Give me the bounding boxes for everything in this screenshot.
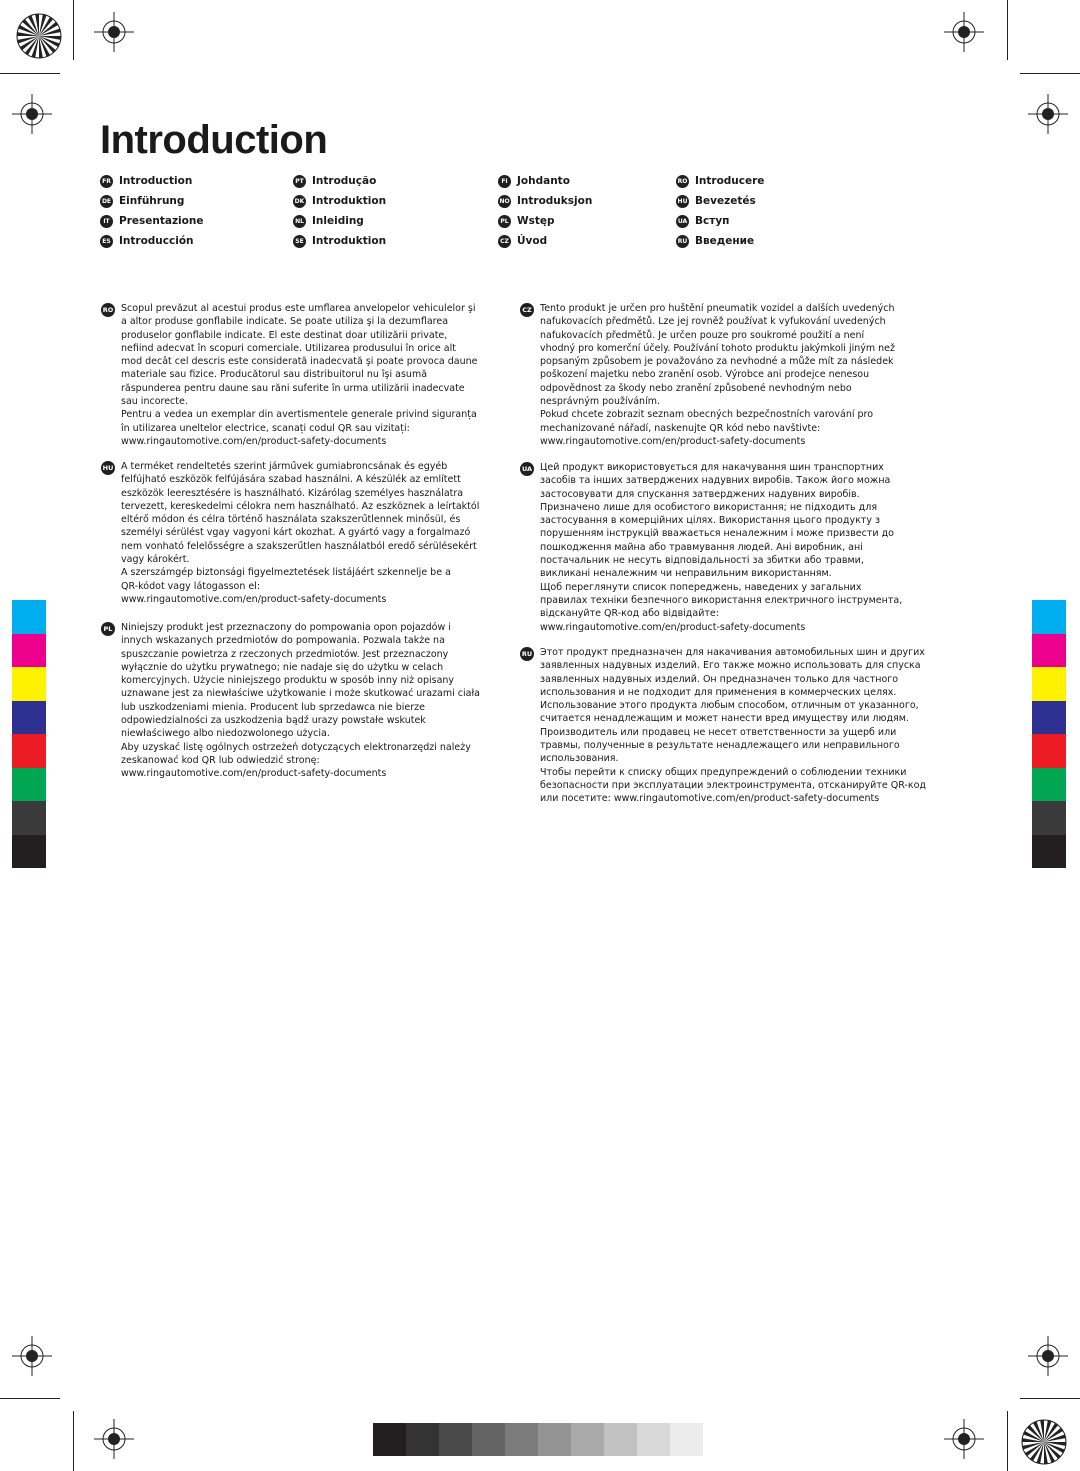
language-label-de: Einführung <box>119 195 185 207</box>
text-line: nafukovacích předmětů. Lze jej rovněž používat k vyfukování uvedených <box>540 316 886 328</box>
language-item-se <box>293 231 386 251</box>
text-line: személyi sérülést vgay vagyoni kárt okozhat. A gyártó vagy a forgalmazó <box>121 527 471 539</box>
text-line: răspunderea pentru daune sau răni suferite în urma utilizării inadecvate <box>121 382 465 394</box>
language-badge-nl: NL <box>293 215 306 228</box>
language-item-nl <box>293 211 364 231</box>
language-badge-no: NO <box>498 195 511 208</box>
section-ua <box>520 461 902 634</box>
text-line: заявленных надувных изделий. Его также можно использовать для спуска <box>540 660 921 672</box>
language-label-ro: Introducere <box>695 175 765 187</box>
text-line: nem vonható felelősségre a szakszerűtlen használatból eredő sérülésekért <box>121 540 477 552</box>
language-item-fr <box>100 171 192 191</box>
language-item-ru <box>676 231 754 251</box>
language-item-no <box>498 191 592 211</box>
language-list <box>100 171 820 261</box>
gray-swatch <box>406 1423 439 1456</box>
section-badge-ro: RO <box>101 303 115 317</box>
text-line: innych wskazanych przedmiotów do pompowania. Pozwala także na <box>121 635 445 647</box>
registration-mark-icon <box>944 12 984 52</box>
text-line: produselor gonflabile indicate. El este destinat doar utilizării private, <box>121 329 448 341</box>
text-line: Pentru a vedea un exemplar din avertismentele generale privind siguranța <box>121 409 477 421</box>
registration-mark-icon <box>12 1336 52 1376</box>
language-badge-es: ES <box>100 235 113 248</box>
language-badge-fr: FR <box>100 175 113 188</box>
text-line: застосовувати для спускання затверджених надувних виробів. <box>540 488 860 500</box>
text-line: засобів та інших затверджених надувних виробів. Також його можна <box>540 475 891 487</box>
crop-mark <box>1007 0 1008 60</box>
language-item-hu <box>676 191 756 211</box>
registration-mark-icon <box>1028 1336 1068 1376</box>
crop-mark <box>73 0 74 60</box>
safety-link[interactable]: www.ringautomotive.com/en/product-safety-documents <box>121 435 387 447</box>
language-item-de <box>100 191 184 211</box>
text-line: відскануйте QR-код або відвідайте: <box>540 608 719 620</box>
text-line: Niniejszy produkt jest przeznaczony do pompowania opon pojazdów i <box>121 622 451 633</box>
text-line: Aby uzyskać listę ogólnych ostrzeżeń dotyczących elektronarzędzi należy <box>121 741 471 753</box>
language-label-hu: Bevezetés <box>695 195 756 207</box>
text-line: Цей продукт використовується для накачування шин транспортних <box>540 462 884 473</box>
language-item-ua <box>676 211 729 231</box>
section-badge-cz: CZ <box>520 303 534 317</box>
starburst-wedge <box>1027 1425 1044 1442</box>
text-line: spuszczanie powietrza z rzeczonych przedmiotów. Jest przeznaczony <box>121 648 449 660</box>
registration-mark-icon <box>94 12 134 52</box>
gray-swatch <box>604 1423 637 1456</box>
color-bar-right <box>1032 600 1066 868</box>
language-label-fi: Johdanto <box>517 175 570 187</box>
language-badge-fi: FI <box>498 175 511 188</box>
section-cz <box>520 302 895 448</box>
registration-mark-icon <box>1028 94 1068 134</box>
starburst-icon <box>15 12 63 60</box>
color-swatch <box>1032 801 1066 835</box>
text-line: în utilizarea uneltelor electrice, scanați codul QR sau vizitați: <box>121 422 410 434</box>
text-line: komercyjnych. Użycie niniejszego produktu w sposób inny niż opisany <box>121 675 455 687</box>
crop-mark <box>1007 1411 1008 1471</box>
language-badge-hu: HU <box>676 195 689 208</box>
text-line: nafukovacích předmětů. Je určen pouze pro soukromé použití a není <box>540 329 865 341</box>
text-line: A terméket rendeltetés szerint járművek gumiabroncsának és egyéb <box>121 461 448 472</box>
text-line: использования. <box>540 753 619 765</box>
text-line: eszközök leeresztésére is használható. Kizárólag személyes használatra <box>121 487 464 499</box>
color-swatch <box>12 734 46 768</box>
language-label-se: Introduktion <box>312 235 387 247</box>
color-swatch <box>1032 701 1066 735</box>
color-bar-left <box>12 600 46 868</box>
language-badge-it: IT <box>100 215 113 228</box>
text-line: lub uszkodzeniami mienia. Producent lub sprzedawca nie bierze <box>121 701 426 713</box>
text-line: считается ненадлежащим и может нанести вред имуществу или людям. <box>540 713 909 725</box>
text-line: felfújható eszközök felfújására szabad használni. A készülék az említett <box>121 474 461 486</box>
language-badge-pt: PT <box>293 175 306 188</box>
color-swatch <box>1032 734 1066 768</box>
gray-swatch <box>637 1423 670 1456</box>
language-item-fi <box>498 171 570 191</box>
language-label-no: Introduksjon <box>517 195 593 207</box>
color-swatch <box>12 801 46 835</box>
registration-mark-icon <box>12 94 52 134</box>
section-text-cz <box>540 302 895 448</box>
section-hu <box>101 460 479 606</box>
language-item-it <box>100 211 203 231</box>
section-text-hu <box>121 460 479 606</box>
color-swatch <box>12 634 46 668</box>
text-line: materiale sau fizice. Producătorul sau distribuitorul nu îşi asumă <box>121 369 428 381</box>
language-label-cz: Úvod <box>517 235 548 247</box>
text-line: odpovědnost za škody nebo zranění způsobené nevhodným nebo <box>540 382 852 394</box>
safety-link[interactable]: www.ringautomotive.com/en/product-safety-documents <box>121 768 387 780</box>
section-ro <box>101 302 478 448</box>
language-label-dk: Introduktion <box>312 195 387 207</box>
section-text-pl <box>121 621 480 781</box>
text-line: sau incorecte. <box>121 396 188 408</box>
starburst-wedge <box>1044 1442 1061 1459</box>
section-text-ro <box>121 302 478 448</box>
text-line: застосування в комерційних цілях. Використання цього продукту з <box>540 515 881 527</box>
text-line: poškození majetku nebo zranění osob. Výrobce ani prodejce nenesou <box>540 369 870 381</box>
color-swatch <box>12 667 46 701</box>
color-swatch <box>12 701 46 735</box>
language-label-pl: Wstęp <box>517 215 555 227</box>
color-swatch <box>12 768 46 802</box>
section-badge-pl: PL <box>101 622 115 636</box>
text-line: Призначено лише для особистого використання; не підходить для <box>540 501 878 513</box>
color-swatch <box>1032 600 1066 634</box>
text-line: mod decât cel descris este considerată inadecvată şi poate provoca daune <box>121 356 478 368</box>
starburst-wedge <box>39 36 56 53</box>
language-label-it: Presentazione <box>119 215 204 227</box>
language-badge-de: DE <box>100 195 113 208</box>
gray-swatch <box>670 1423 703 1456</box>
language-label-ua: Вступ <box>695 215 730 227</box>
text-line: zeskanować kod QR lub odwiedzić stronę: <box>121 754 320 766</box>
section-text-ua <box>540 461 902 634</box>
text-line: порушенням інструкцій вважається неналежним і може призвести до <box>540 528 894 540</box>
text-line: popsaným způsobem je považováno za nevhodné a může mít za následek <box>540 356 894 368</box>
text-line: mechanizované nářadí, naskenujte QR kód nebo navštivte: <box>540 422 821 434</box>
text-line: постачальник не несуть відповідальності за збитки або травми, <box>540 555 864 567</box>
gray-swatch <box>505 1423 538 1456</box>
language-label-ru: Введение <box>695 235 755 247</box>
registration-mark-icon <box>944 1419 984 1459</box>
registration-mark-icon <box>94 1419 134 1459</box>
safety-link[interactable]: www.ringautomotive.com/en/product-safety-documents <box>121 593 387 605</box>
section-pl <box>101 621 480 781</box>
grayscale-bar <box>373 1423 703 1456</box>
text-line: пошкодження майна або травмування людей. Ані виробник, ані <box>540 541 863 553</box>
language-item-pl <box>498 211 555 231</box>
starburst-wedge <box>22 19 39 36</box>
text-line: использования и не подходит для применения в коммерческих целях. <box>540 686 897 698</box>
language-badge-ua: UA <box>676 215 689 228</box>
section-ru <box>520 646 926 806</box>
text-line: безопасности при эксплуатации электроинструмента, отсканируйте QR-код <box>540 779 926 791</box>
text-line: vhodný pro komerční účely. Používání tohoto produktu jakýmkoli jiným než <box>540 342 895 354</box>
gray-swatch <box>571 1423 604 1456</box>
language-item-ro <box>676 171 764 191</box>
section-badge-ru: RU <box>520 647 534 661</box>
section-text-ru <box>540 646 926 806</box>
section-badge-hu: HU <box>101 461 115 475</box>
text-line: правилах техніки безпечного використання електричного інструмента, <box>540 594 903 606</box>
text-line: nesprávným používáním. <box>540 396 660 408</box>
crop-mark <box>0 1398 60 1399</box>
page-title: Introduction <box>100 118 328 162</box>
language-label-fr: Introduction <box>119 175 193 187</box>
text-line: uznawane jest za niewłaściwe użytkowanie i może skutkować urazami ciała <box>121 688 480 700</box>
language-badge-ru: RU <box>676 235 689 248</box>
crop-mark <box>1020 1398 1080 1399</box>
language-badge-pl: PL <box>498 215 511 228</box>
safety-link[interactable]: www.ringautomotive.com/en/product-safety-documents <box>540 435 806 447</box>
color-swatch <box>12 835 46 869</box>
text-line: vagy károkért. <box>121 554 190 566</box>
language-item-pt <box>293 171 376 191</box>
gray-swatch <box>373 1423 406 1456</box>
text-line: a altor produse gonflabile indicate. Se poate utiliza şi la dezumflarea <box>121 316 449 328</box>
section-badge-ua: UA <box>520 462 534 476</box>
starburst-icon <box>1020 1418 1068 1466</box>
crop-mark <box>0 73 60 74</box>
language-item-es <box>100 231 194 251</box>
language-label-nl: Inleiding <box>312 215 364 227</box>
text-line: Tento produkt je určen pro huštění pneumatik vozidel a dalších uvedených <box>540 303 895 314</box>
text-line: A szerszámgép biztonsági figyelmeztetések listájáért szkennelje be a <box>121 567 451 579</box>
safety-link[interactable]: или посетите: www.ringautomotive.com/en/product-safety-documents <box>540 793 880 805</box>
text-line: заявленных надувных изделий. Он предназначен только для частного <box>540 673 899 685</box>
text-line: Производитель или продавец не несет ответственности за ущерб или <box>540 726 897 738</box>
text-line: викликані неналежним чи неправильним використанням. <box>540 568 832 580</box>
crop-mark <box>73 1411 74 1471</box>
language-badge-cz: CZ <box>498 235 511 248</box>
text-line: Pokud chcete zobrazit seznam obecných bezpečnostních varování pro <box>540 409 874 421</box>
language-badge-dk: DK <box>293 195 306 208</box>
text-line: Щоб переглянути список попереджень, наведених у загальних <box>540 581 862 593</box>
text-line: wyłącznie do użytku prywatnego; nie nadaje się do użytku w celach <box>121 661 444 673</box>
gray-swatch <box>538 1423 571 1456</box>
color-swatch <box>1032 835 1066 869</box>
gray-swatch <box>472 1423 505 1456</box>
safety-link[interactable]: www.ringautomotive.com/en/product-safety-documents <box>540 621 806 633</box>
color-swatch <box>12 600 46 634</box>
language-badge-se: SE <box>293 235 306 248</box>
color-swatch <box>1032 768 1066 802</box>
text-line: QR-kódot vagy látogasson el: <box>121 580 261 592</box>
text-line: Использование этого продукта любым способом, отличным от указанного, <box>540 700 919 712</box>
text-line: tervezett, kereskedelmi célokra nem használható. Az eszköznek a leírtaktól <box>121 500 480 512</box>
language-label-pt: Introdução <box>312 175 377 187</box>
text-line: травмы, полученные в результате ненадлежащего или неправильного <box>540 740 900 752</box>
language-item-dk <box>293 191 386 211</box>
text-line: Scopul prevăzut al acestui produs este umflarea anvelopelor vehiculelor şi <box>121 303 476 314</box>
text-line: niewłaściwego albo niedozwolonego użycia. <box>121 728 330 740</box>
text-line: eltérő módon és célra történő használata szakszerűtlennek minősül, és <box>121 514 461 526</box>
color-swatch <box>1032 634 1066 668</box>
text-line: Чтобы перейти к списку общих предупреждений о соблюдении техники <box>540 766 907 778</box>
gray-swatch <box>439 1423 472 1456</box>
text-line: nefiind adecvat în scopuri comerciale. Utilizarea produsului în orice alt <box>121 342 456 354</box>
text-line: odpowiedzialności za uszkodzenia bądź urazy powstałe wskutek <box>121 715 426 727</box>
crop-mark <box>1020 73 1080 74</box>
language-item-cz <box>498 231 547 251</box>
language-badge-ro: RO <box>676 175 689 188</box>
language-label-es: Introducción <box>119 235 194 247</box>
color-swatch <box>1032 667 1066 701</box>
text-line: Этот продукт предназначен для накачивания автомобильных шин и других <box>540 647 925 658</box>
